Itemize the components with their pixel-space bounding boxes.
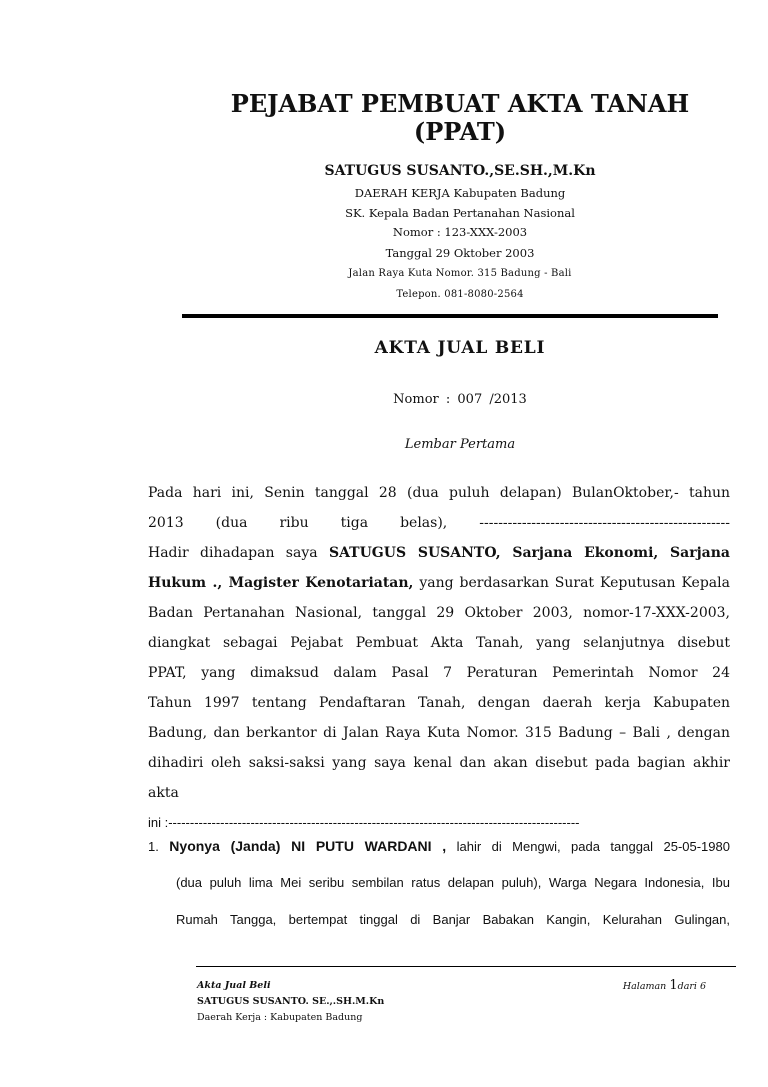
header-sk: SK. Kepala Badan Pertanahan Nasional (345, 206, 575, 220)
footer-page-indicator (560, 978, 706, 993)
officer-degree: Hukum ., Magister Kenotariatan, (148, 575, 414, 591)
body-line: 2013 (dua ribu tiga belas), ----------------------------------------------------- (148, 515, 730, 531)
body-line-prefix: Hadir dihadapan saya (148, 545, 329, 561)
deed-body (148, 478, 730, 838)
header-work-area: DAERAH KERJA Kabupaten Badung (354, 186, 566, 200)
footer-area: Daerah Kerja : Kabupaten Badung (197, 1012, 363, 1023)
body-line-rest: yang berdasarkan Surat Keputusan Kepala (413, 575, 730, 591)
party-birth: lahir di Mengwi, pada tanggal 25-05-1980 (446, 839, 730, 854)
footer-officer: SATUGUS SUSANTO. SE.,.SH.M.Kn (197, 996, 385, 1007)
footer-divider (196, 966, 736, 967)
body-line: dihadiri oleh saksi-saksi yang saya kenal dan akan disebut pada bagian akhir (148, 755, 730, 771)
body-line: PPAT, yang dimaksud dalam Pasal 7 Peraturan Pemerintah Nomor 24 (148, 665, 730, 681)
footer-page-total: dari 6 (677, 981, 706, 992)
header-date: Tanggal 29 Oktober 2003 (385, 246, 535, 260)
party-number: 1. (148, 839, 159, 854)
footer-page-label: Halaman (622, 981, 670, 992)
body-line: ini :----------------------------------------------------------------------------------------------- (148, 815, 580, 830)
header-phone: Telepon. 081-8080-2564 (396, 289, 524, 300)
deed-number (240, 392, 680, 407)
body-line: Pada hari ini, Senin tanggal 28 (dua puluh delapan) BulanOktober,- tahun (148, 485, 730, 501)
footer-page-number: 1 (669, 978, 678, 993)
party-line: Rumah Tangga, bertempat tinggal di Banjar Babakan Kangin, Kelurahan Gulingan, (176, 912, 730, 927)
body-line: Badan Pertanahan Nasional, tanggal 29 Oktober 2003, nomor-17-XXX-2003, (148, 605, 730, 621)
body-line (148, 538, 730, 568)
deed-sheet: Lembar Pertama (404, 437, 516, 452)
party-line (148, 838, 730, 854)
body-line (148, 568, 730, 598)
header-title: PEJABAT PEMBUAT AKTA TANAH (230, 89, 690, 118)
body-line: Tahun 1997 tentang Pendaftaran Tanah, dengan daerah kerja Kabupaten (148, 695, 730, 711)
party-line: (dua puluh lima Mei seribu sembilan ratus delapan puluh), Warga Negara Indonesia, Ibu (176, 875, 730, 890)
deed-number-value: 007 /2013 (457, 392, 527, 407)
body-line: diangkat sebagai Pejabat Pembuat Akta Tanah, yang selanjutnya disebut (148, 635, 730, 651)
header-subtitle: (PPAT) (413, 117, 507, 146)
officer-name: SATUGUS SUSANTO.,SE.SH.,M.Kn (324, 163, 596, 179)
party-name: Nyonya (Janda) NI PUTU WARDANI , (169, 838, 447, 854)
officer-full-name: SATUGUS SUSANTO, Sarjana Ekonomi, Sarjana (328, 545, 730, 561)
header-divider (182, 314, 718, 318)
body-line: akta (148, 785, 179, 801)
footer-doc-title: Akta Jual Beli (197, 980, 271, 991)
deed-title: AKTA JUAL BELI (374, 338, 546, 358)
deed-number-label: Nomor : (393, 392, 451, 407)
header-address: Jalan Raya Kuta Nomor. 315 Badung - Bali (348, 268, 572, 279)
body-line: Badung, dan berkantor di Jalan Raya Kuta Nomor. 315 Badung – Bali , dengan (148, 725, 730, 741)
header-sk-number: Nomor : 123-XXX-2003 (392, 225, 528, 239)
